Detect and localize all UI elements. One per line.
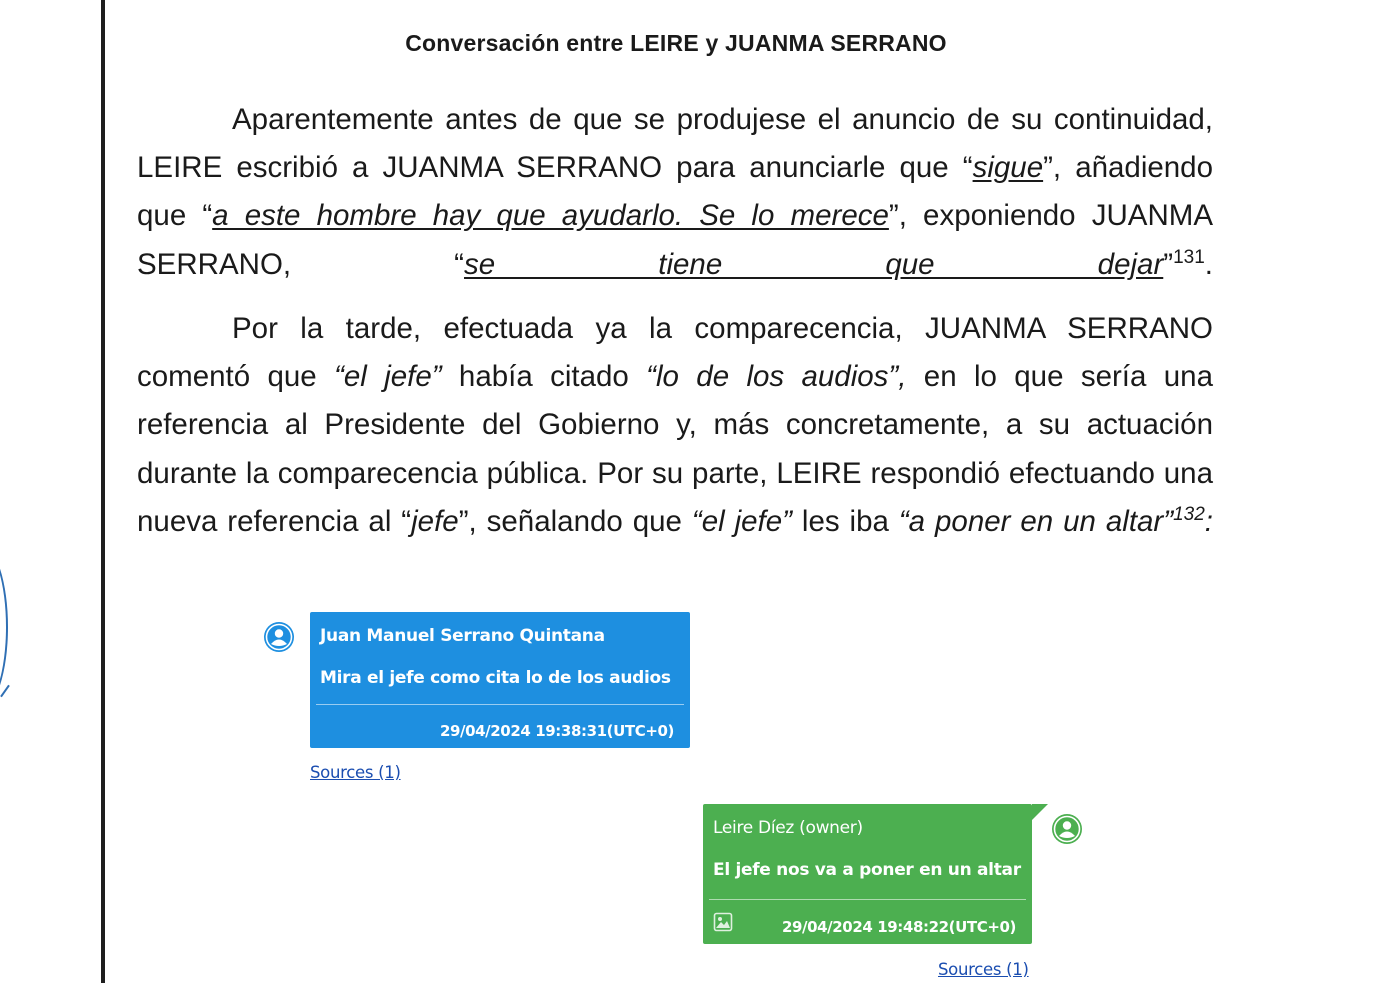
message-text: Mira el jefe como cita lo de los audios (320, 668, 671, 688)
user-avatar-icon (1051, 813, 1083, 845)
footnote-131: 131 (1173, 246, 1205, 268)
user-avatar-icon (263, 621, 295, 653)
message-timestamp: 29/04/2024 19:38:31(UTC+0) (439, 722, 674, 740)
message-timestamp: 29/04/2024 19:48:22(UTC+0) (781, 918, 1016, 936)
message-text: El jefe nos va a poner en un altar (713, 860, 1021, 880)
message-sender: Juan Manuel Serrano Quintana (320, 626, 605, 646)
margin-pen-tick (0, 685, 10, 698)
bubble-tail (1032, 804, 1048, 820)
quote-ayudarlo: a este hombre hay que ayudarlo. Se lo merece (212, 199, 889, 233)
sources-link[interactable]: Sources (1) (938, 960, 1029, 979)
footnote-132: 132 (1173, 503, 1205, 525)
paragraph-2: Por la tarde, efectuada ya la comparecencia, JUANMA SERRANO comentó que “el jefe” había citado “lo de los audios”, en lo que sería una referencia al Presidente del Gobierno y, más concretamente, a su actuación durante la comparecencia pública. Por su parte, LEIRE respondió efectuando una nueva referencia al “jefe”, señalando que “el jefe” les iba “a poner en un altar”$^{132}$: (137, 312, 1213, 538)
document-title: Conversación entre LEIRE y JUANMA SERRANO (405, 30, 947, 56)
quote-dejar: se tiene que dejar (464, 247, 1164, 281)
message-divider (709, 899, 1026, 900)
sources-link[interactable]: Sources (1) (310, 763, 401, 782)
message-sender: Leire Díez (owner) (713, 818, 863, 838)
chat-message-juanma (310, 612, 690, 748)
chat-message-leire (703, 804, 1032, 944)
message-divider (316, 704, 684, 705)
page-margin-line (101, 0, 105, 983)
paragraph-1: Aparentemente antes de que se produjese el anuncio de su continuidad, LEIRE escribió a JUANMA SERRANO para anunciarle que “sigue”, añadiendo que “a este hombre hay que ayudarlo. Se lo merece”, exponiendo JUANMA SERRANO, “se tiene que dejar”$^{131}$. (137, 103, 1213, 281)
image-attachment-icon[interactable] (713, 912, 733, 932)
quote-sigue: sigue (972, 151, 1044, 185)
